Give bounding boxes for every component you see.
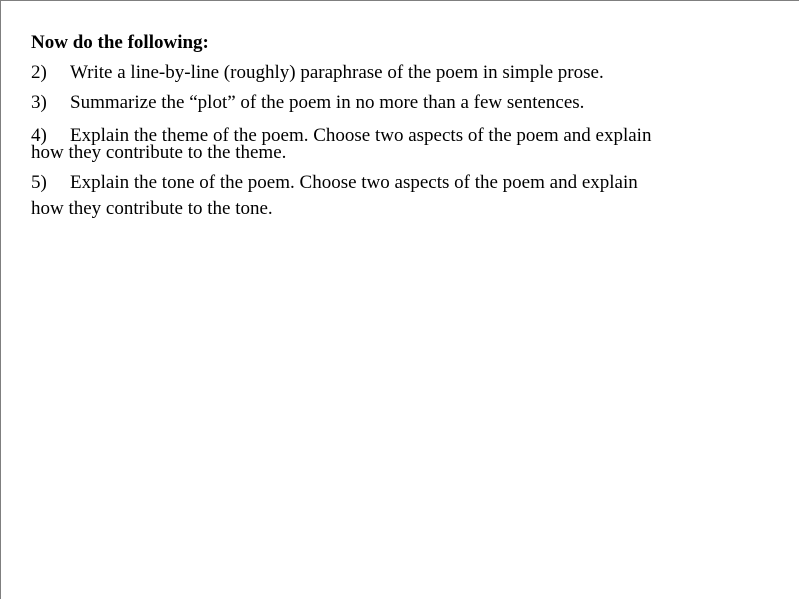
list-item	[31, 61, 604, 85]
list-item	[31, 91, 584, 115]
list-item	[31, 171, 638, 195]
item-continuation: how they contribute to the theme.	[31, 142, 287, 163]
item-text: Write a line-by-line (roughly) paraphrase of the poem in simple prose.	[70, 62, 604, 83]
item-continuation: how they contribute to the tone.	[31, 198, 273, 219]
heading: Now do the following:	[31, 32, 209, 53]
item-number: 3)	[31, 92, 47, 113]
item-number: 5)	[31, 172, 47, 193]
item-number: 4)	[31, 125, 47, 146]
item-text: Explain the tone of the poem. Choose two aspects of the poem and explain	[70, 172, 638, 193]
item-text: Explain the theme of the poem. Choose two aspects of the poem and explain	[70, 125, 652, 146]
item-number: 2)	[31, 62, 47, 83]
item-text: Summarize the “plot” of the poem in no more than a few sentences.	[70, 92, 585, 113]
